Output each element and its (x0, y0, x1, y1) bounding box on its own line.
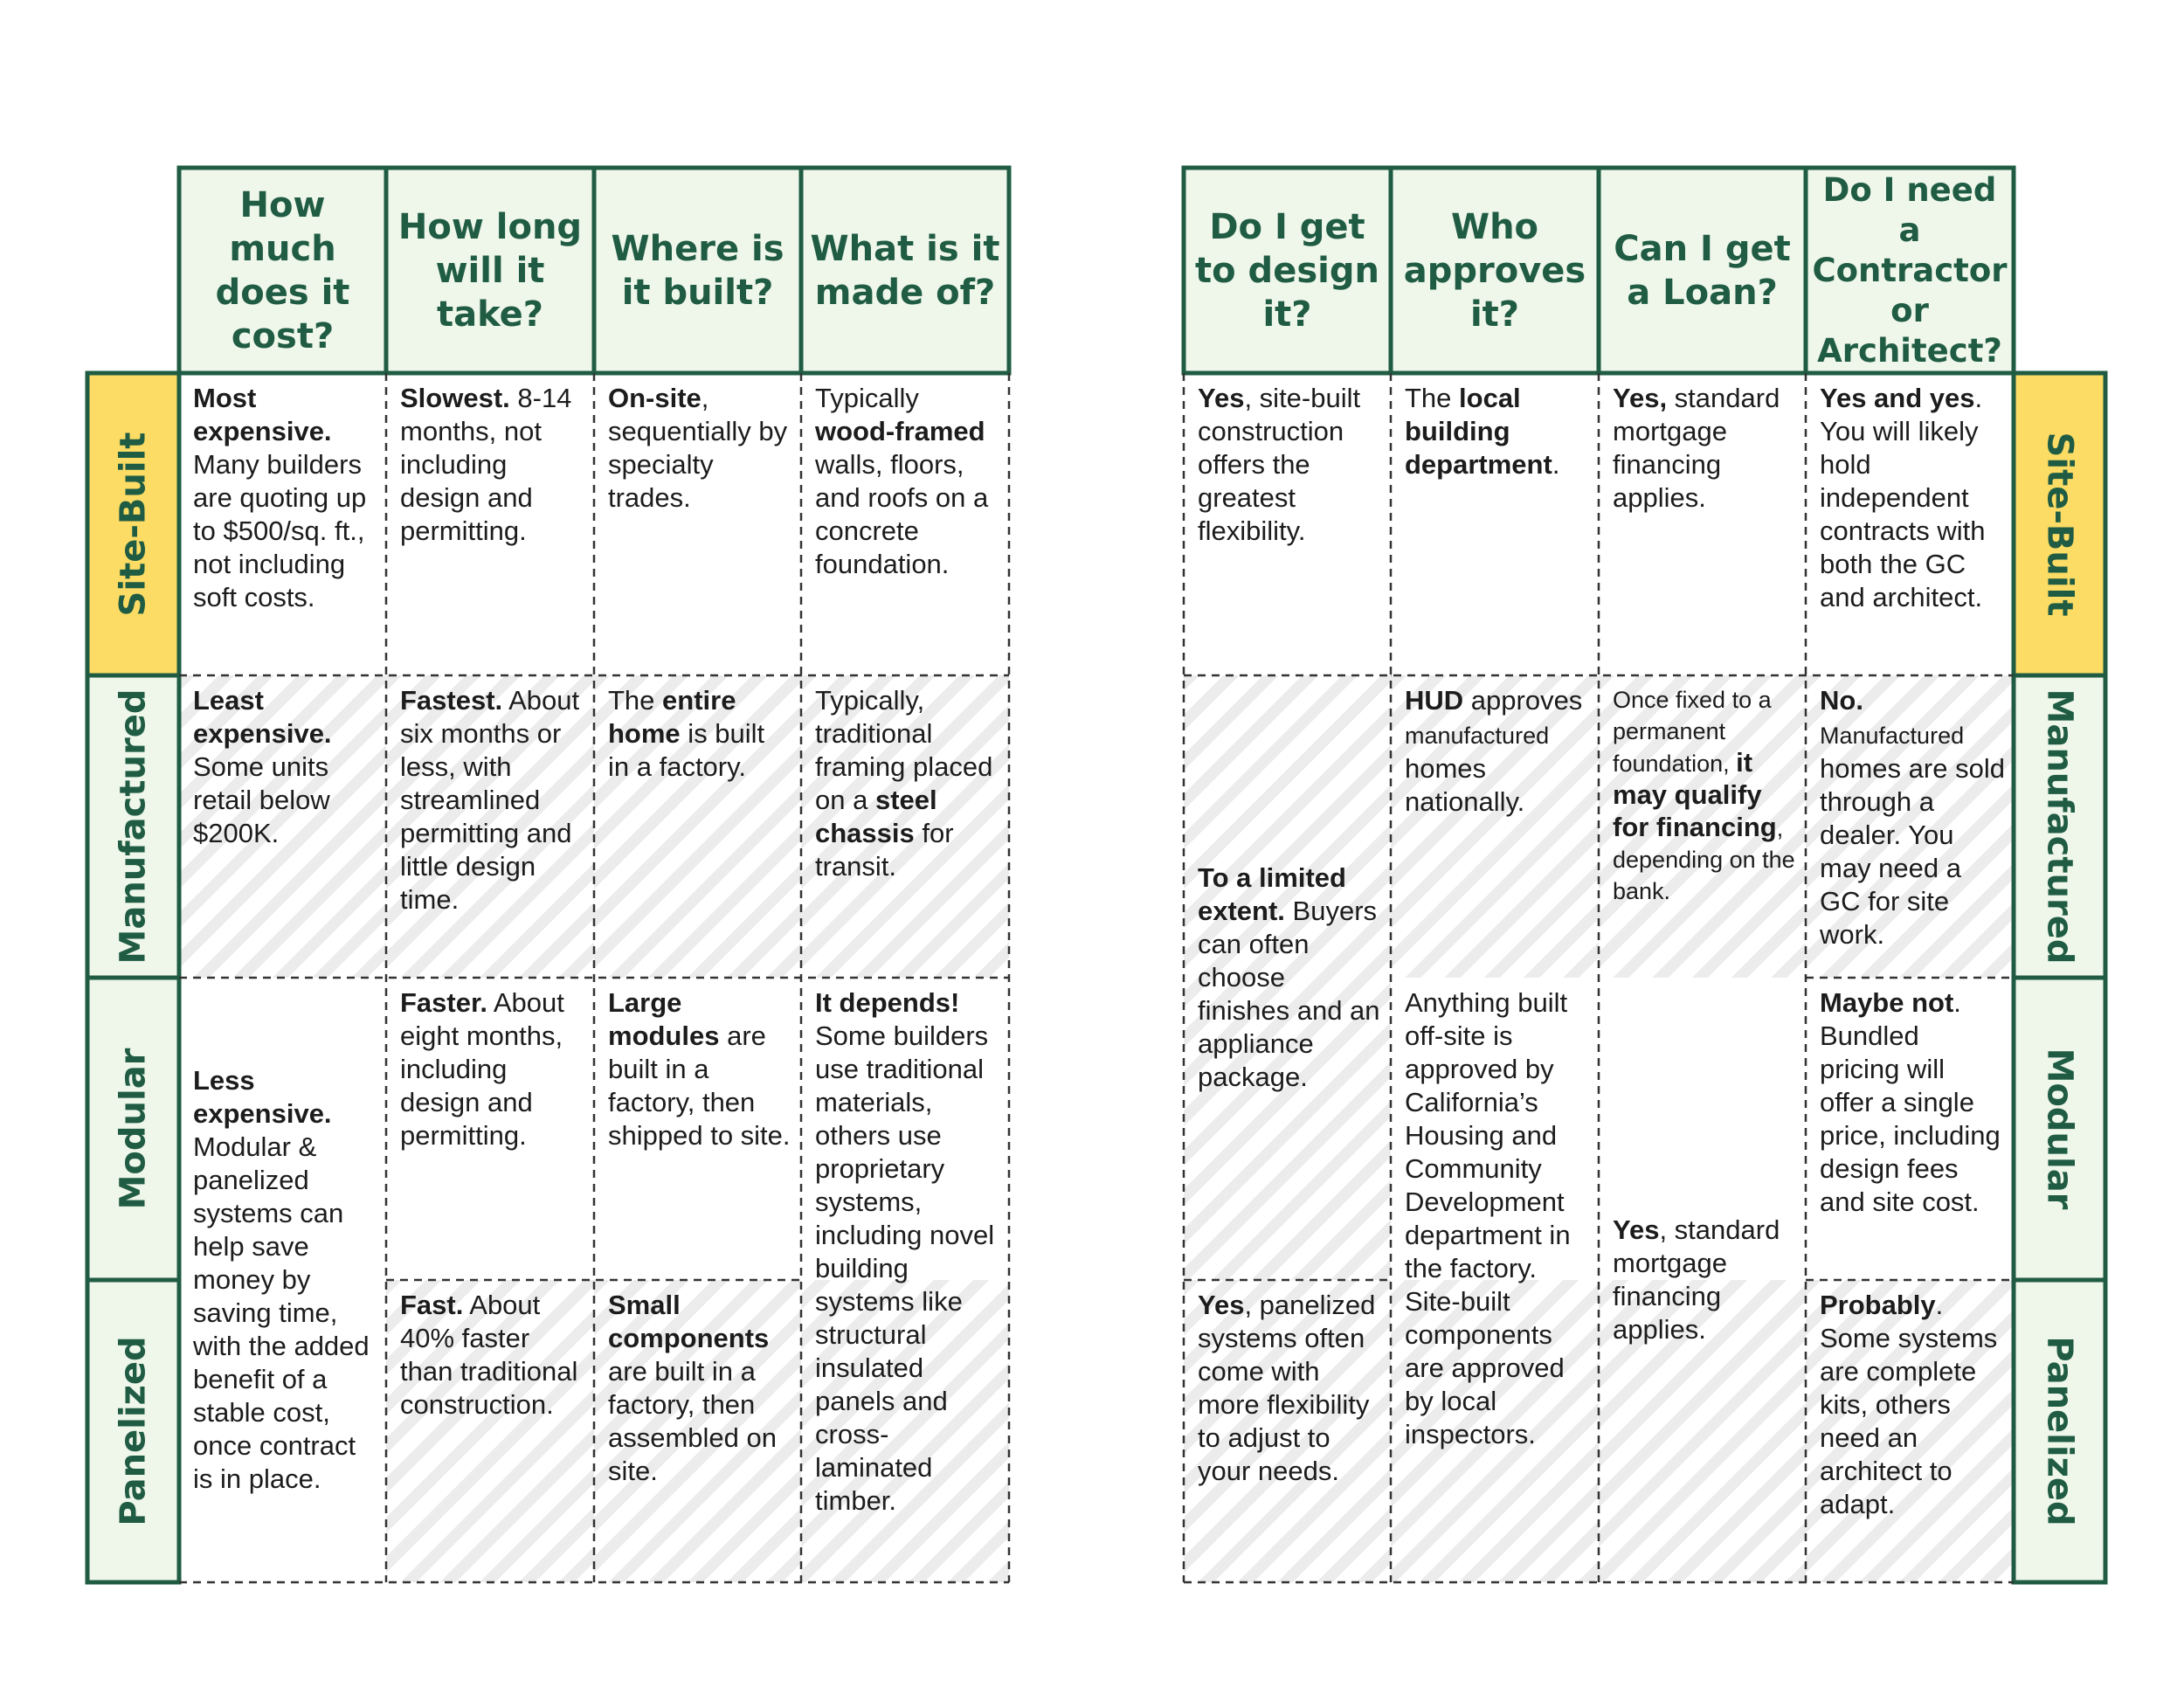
cell-text: for transit. (815, 818, 954, 882)
header-approve: Who approves it? (1391, 168, 1599, 373)
emphasis: local building department (1405, 383, 1552, 480)
emphasis: Small components (608, 1290, 770, 1353)
cell-text: , sequentially by specialty trades. (608, 383, 788, 513)
header-where: Where is it built? (594, 168, 801, 373)
cell-text-small: manufactured (1405, 723, 1550, 749)
emphasis: Fast. (400, 1290, 464, 1320)
cell-text: The (608, 685, 663, 716)
emphasis: On-site (608, 383, 702, 413)
cell-text: standard mortgage financing applies. (1613, 383, 1780, 513)
emphasis: Least expensive. (193, 685, 332, 749)
cell-text: The (1405, 383, 1460, 413)
emphasis: To a limited extent. (1198, 862, 1346, 926)
cell-text: are built in a factory, then assembled on site. (608, 1356, 778, 1486)
cell-text: , site-built construction offers the greatest flexibility. (1198, 383, 1361, 546)
cell-text: 8-14 months, not including design and permitting. (400, 383, 572, 546)
emphasis: it may qualify for financing (1613, 747, 1777, 842)
cell-text: Modular & panelized systems can help save money by saving time, with the added benefit of a stable cost, once contract is in place. (193, 1131, 370, 1494)
cell-text: , panelized systems often come with more flexibility to adjust to your needs. (1198, 1290, 1376, 1486)
emphasis: HUD (1405, 685, 1464, 716)
row-label-text: Modular (113, 1048, 154, 1210)
cell-text-small: Manufactured (1820, 723, 1965, 749)
header-loan: Can I get a Loan? (1599, 168, 1806, 373)
cell-text: Anything built off-site is approved by California’s Housing and Community Development department in the factory. Site-built components are approved by local inspectors. (1405, 987, 1571, 1449)
header-contractor: Do I need a Contractor or Architect? (1806, 168, 2014, 373)
row-label-text: Modular (2039, 1048, 2080, 1210)
cell-text: About six months or less, with streamlined permitting and little design time. (400, 685, 580, 915)
emphasis: Slowest. (400, 383, 510, 413)
cell-text: are built in a factory, then shipped to site. (608, 1020, 791, 1151)
emphasis: Yes (1613, 1214, 1660, 1245)
emphasis: Yes, (1613, 383, 1668, 413)
emphasis: Yes (1198, 383, 1245, 413)
cell-text: Some units retail below $200K. (193, 751, 330, 848)
cell-text: Typically, traditional framing placed on a (815, 685, 993, 815)
emphasis: Most expensive. (193, 383, 332, 446)
emphasis: Probably (1820, 1290, 1936, 1320)
cell-text: Typically (815, 383, 919, 413)
row-label-text: Panelized (113, 1336, 154, 1526)
row-label-text: Site-Built (113, 432, 154, 617)
header-made: What is it made of? (801, 168, 1009, 373)
cell-text: homes are sold through a dealer. You may need a GC for site work. (1820, 753, 2005, 950)
emphasis: wood-framed (815, 416, 985, 446)
cell-text: Many builders are quoting up to $500/sq. ft., not including soft costs. (193, 449, 367, 612)
cell-text: , depending on the bank. (1613, 815, 1795, 904)
emphasis: Fastest. (400, 685, 503, 716)
cell-text: About 40% faster than traditional construction. (400, 1290, 578, 1420)
cell-text: Buyers can often choose finishes and an appliance package. (1198, 896, 1380, 1092)
emphasis: Maybe not (1820, 987, 1954, 1018)
header-time: How long will it take? (386, 168, 594, 373)
emphasis: steel chassis (815, 785, 937, 848)
emphasis: Yes (1198, 1290, 1245, 1320)
emphasis: Faster. (400, 987, 487, 1018)
cell-text: is built in a factory. (608, 718, 765, 782)
emphasis: entire home (608, 685, 736, 749)
cell-text: approves (1463, 685, 1583, 716)
header-cost: How much does it cost? (179, 168, 386, 373)
cell-text: About eight months, including design and permitting. (400, 987, 564, 1151)
emphasis: No. (1820, 685, 1863, 716)
row-label-text: Site-Built (2039, 432, 2080, 617)
emphasis: It depends! (815, 987, 960, 1018)
emphasis: Large modules (608, 987, 720, 1051)
row-label-text: Manufactured (113, 688, 154, 965)
emphasis: Yes and yes (1820, 383, 1975, 413)
cell-text: . Some systems are complete kits, others need an architect to adapt. (1820, 1290, 1998, 1519)
cell-text: Once fixed to a permanent foundation, (1613, 687, 1772, 777)
cell-text: homes nationally. (1405, 753, 1525, 817)
row-label-text: Manufactured (2039, 688, 2080, 965)
cell-text: walls, floors, and roofs on a concrete foundation. (815, 449, 989, 579)
emphasis: Less expensive. (193, 1065, 332, 1129)
cell-text: Some builders use traditional materials, others use proprietary systems, including novel building systems like structural insulated panels and cross-laminated timber. (815, 1020, 995, 1516)
row-label-text: Panelized (2039, 1336, 2080, 1526)
cell-text: . (1552, 449, 1560, 480)
cell-text: . Bundled pricing will offer a single price, including design fees and site cost. (1820, 987, 2001, 1217)
header-design: Do I get to design it? (1184, 168, 1391, 373)
cell-text: , standard mortgage financing applies. (1613, 1214, 1780, 1345)
cell-text: . You will likely hold independent contracts with both the GC and architect. (1820, 383, 1986, 612)
